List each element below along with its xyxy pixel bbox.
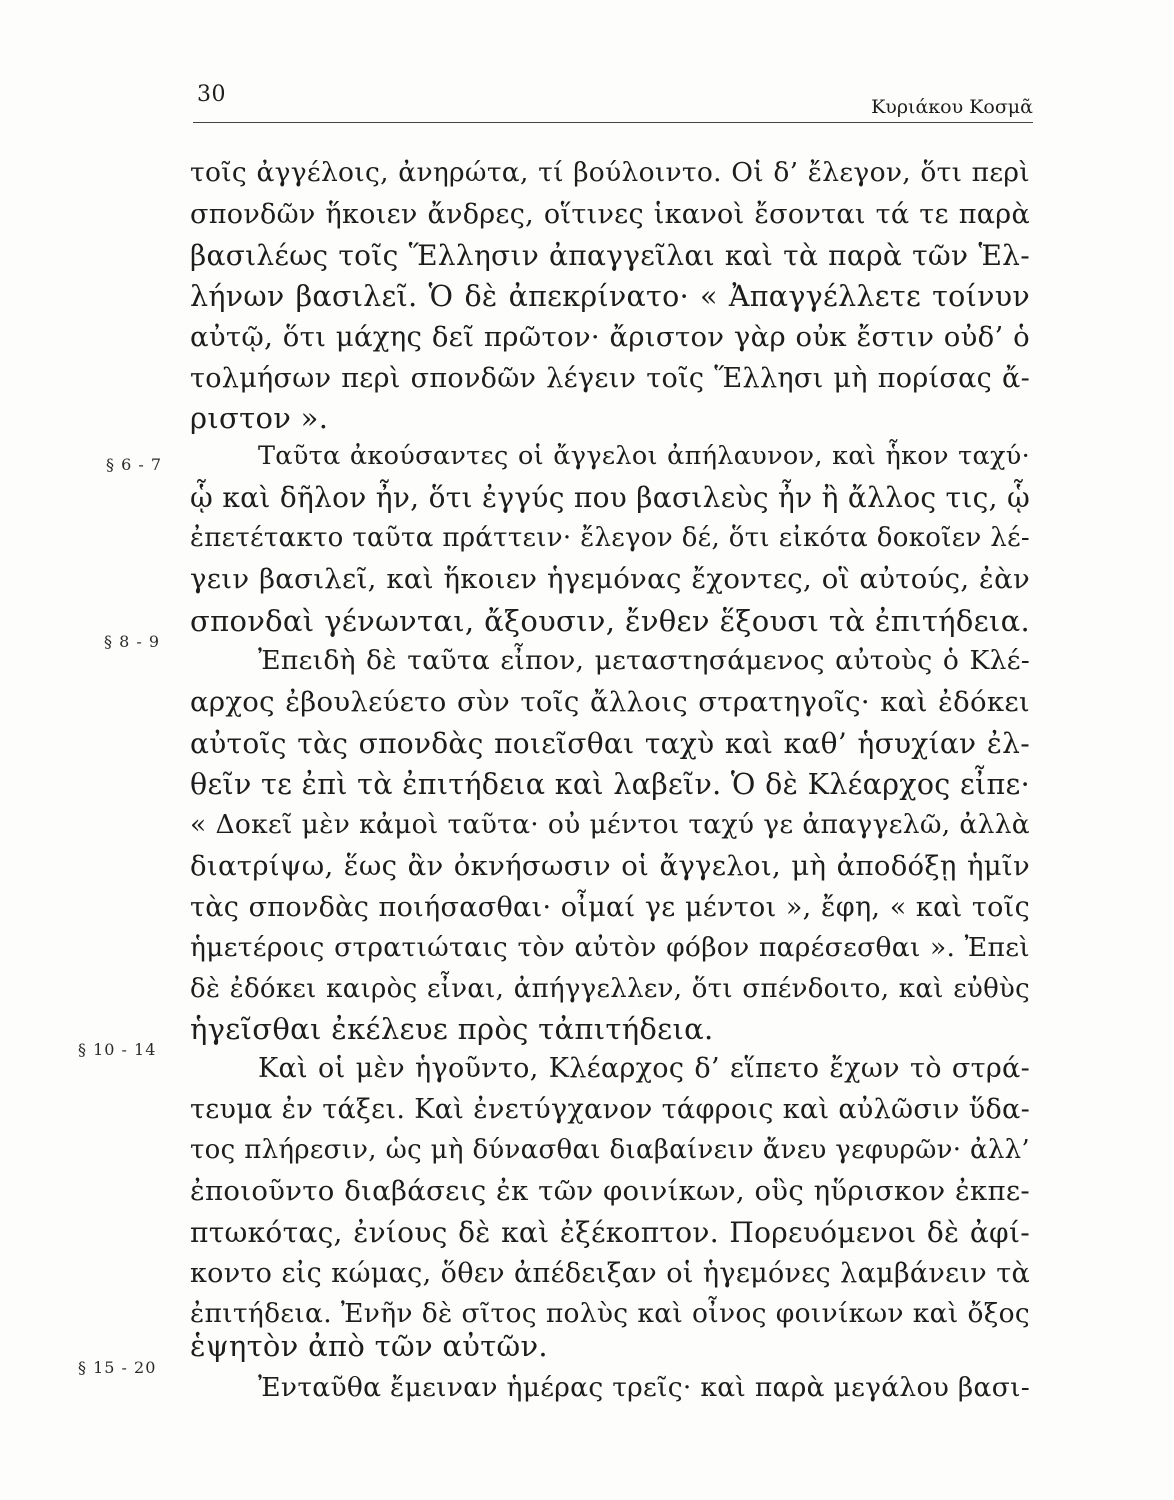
text-line: τος πλήρεσιν, ὡς μὴ δύνασθαι διαβαίνειν ἄνευ γεφυρῶν· ἀλλ’ <box>190 1135 1030 1165</box>
text-line: τοῖς ἀγγέλοις, ἀνηρώτα, τί βούλοιντο. Οἱ δ’ ἔλεγον, ὅτι περὶ <box>190 157 1030 188</box>
text-line: πτωκότας, ἐνίους δὲ καὶ ἐξέκοπτον. Πορευόμενοι δὲ ἀφί- <box>190 1216 1030 1249</box>
header-rule <box>193 122 1033 123</box>
text-line: δὲ ἐδόκει καιρὸς εἶναι, ἀπήγγελλεν, ὅτι σπένδοιτο, καὶ εὐθὺς <box>190 974 1030 1004</box>
running-head: Κυριάκου Κοσμᾶ <box>871 96 1033 118</box>
text-line: ἐπετέτακτο ταῦτα πράττειν· ἔλεγον δέ, ὅτι εἰκότα δοκοῖεν λέ- <box>190 523 1030 553</box>
text-line: τὰς σπονδὰς ποιήσασθαι· οἶμαί γε μέντοι », ἔφη, « καὶ τοῖς <box>190 892 1030 923</box>
text-line: τολμήσων περὶ σπονδῶν λέγειν τοῖς Ἕλλησι μὴ πορίσας ἄ- <box>190 363 1030 394</box>
paragraph-start-line: Ἐπειδὴ δὲ ταῦτα εἶπον, μεταστησάμενος αὐτοὺς ὁ Κλέ- <box>258 645 1030 676</box>
paragraph-start-line: Ταῦτα ἀκούσαντες οἱ ἄγγελοι ἀπήλαυνον, καὶ ἧκον ταχύ· <box>258 441 1030 471</box>
text-line: ἑψητὸν ἀπὸ τῶν αὐτῶν. <box>190 1329 548 1363</box>
text-line: αὐτοῖς τὰς σπονδὰς ποιεῖσθαι ταχὺ καὶ καθ’ ἡσυχίαν ἐλ- <box>190 727 1030 760</box>
page-header <box>193 82 1033 122</box>
margin-section-ref: § 8 - 9 <box>104 632 161 651</box>
text-line: σπονδαὶ γένωνται, ἄξουσιν, ἔνθεν ἕξουσι τὰ ἐπιτήδεια. <box>190 604 1030 638</box>
text-line: αρχος ἐβουλεύετο σὺν τοῖς ἄλλοις στρατηγοῖς· καὶ ἐδόκει <box>190 686 1030 718</box>
text-line: ἡμετέροις στρατιώταις τὸν αὐτὸν φόβον παρέσεσθαι ». Ἐπεὶ <box>190 932 1030 963</box>
text-line: ἐπιτήδεια. Ἐνῆν δὲ σῖτος πολὺς καὶ οἶνος φοινίκων καὶ ὄξος <box>190 1298 1030 1329</box>
text-line: « Δοκεῖ μὲν κἀμοὶ ταῦτα· οὐ μέντοι ταχύ γε ἀπαγγελῶ, ἀλλὰ <box>190 809 1030 840</box>
text-line: αὐτῷ, ὅτι μάχης δεῖ πρῶτον· ἄριστον γὰρ οὐκ ἔστιν οὐδ’ ὁ <box>190 321 1030 353</box>
margin-section-ref: § 6 - 7 <box>106 455 163 474</box>
page-number: 30 <box>197 82 226 107</box>
text-line: ἐποιοῦντο διαβάσεις ἐκ τῶν φοινίκων, οὓς ηὕρισκον ἐκπε- <box>190 1175 1030 1207</box>
text-line: θεῖν τε ἐπὶ τὰ ἐπιτήδεια καὶ λαβεῖν. Ὁ δὲ Κλέαρχος εἶπε· <box>190 768 1030 801</box>
text-line: ἡγεῖσθαι ἐκέλευε πρὸς τἀπιτήδεια. <box>190 1012 714 1046</box>
margin-section-ref: § 10 - 14 <box>78 1040 157 1059</box>
text-line: ᾧ καὶ δῆλον ἦν, ὅτι ἐγγύς που βασιλεὺς ἦν ἢ ἄλλος τις, ᾧ <box>190 481 1031 514</box>
paragraph-start-line: Καὶ οἱ μὲν ἡγοῦντο, Κλέαρχος δ’ εἵπετο ἔχων τὸ στρά- <box>258 1053 1030 1084</box>
text-line: ριστον ». <box>190 401 329 435</box>
text-line: τευμα ἐν τάξει. Καὶ ἐνετύγχανον τάφροις καὶ αὐλῶσιν ὕδα- <box>190 1094 1030 1125</box>
text-line: κοντο εἰς κώμας, ὅθεν ἀπέδειξαν οἱ ἡγεμόνες λαμβάνειν τὰ <box>190 1258 1030 1289</box>
paragraph-start-line: Ἐνταῦθα ἔμειναν ἡμέρας τρεῖς· καὶ παρὰ μεγάλου βασι- <box>258 1372 1031 1403</box>
text-line: λήνων βασιλεῖ. Ὁ δὲ ἀπεκρίνατο· « Ἀπαγγέλλετε τοίνυν <box>190 280 1030 313</box>
margin-section-ref: § 15 - 20 <box>78 1358 157 1377</box>
text-line: σπονδῶν ἥκοιεν ἄνδρες, οἵτινες ἱκανοὶ ἔσονται τά τε παρὰ <box>190 199 1030 230</box>
text-line: βασιλέως τοῖς Ἕλλησιν ἀπαγγεῖλαι καὶ τὰ παρὰ τῶν Ἑλ- <box>190 239 1030 272</box>
text-line: διατρίψω, ἕως ἂν ὀκνήσωσιν οἱ ἄγγελοι, μὴ ἀποδόξῃ ἡμῖν <box>190 850 1030 882</box>
text-line: γειν βασιλεῖ, καὶ ἥκοιεν ἡγεμόνας ἔχοντες, οἳ αὐτούς, ἐὰν <box>190 563 1030 595</box>
